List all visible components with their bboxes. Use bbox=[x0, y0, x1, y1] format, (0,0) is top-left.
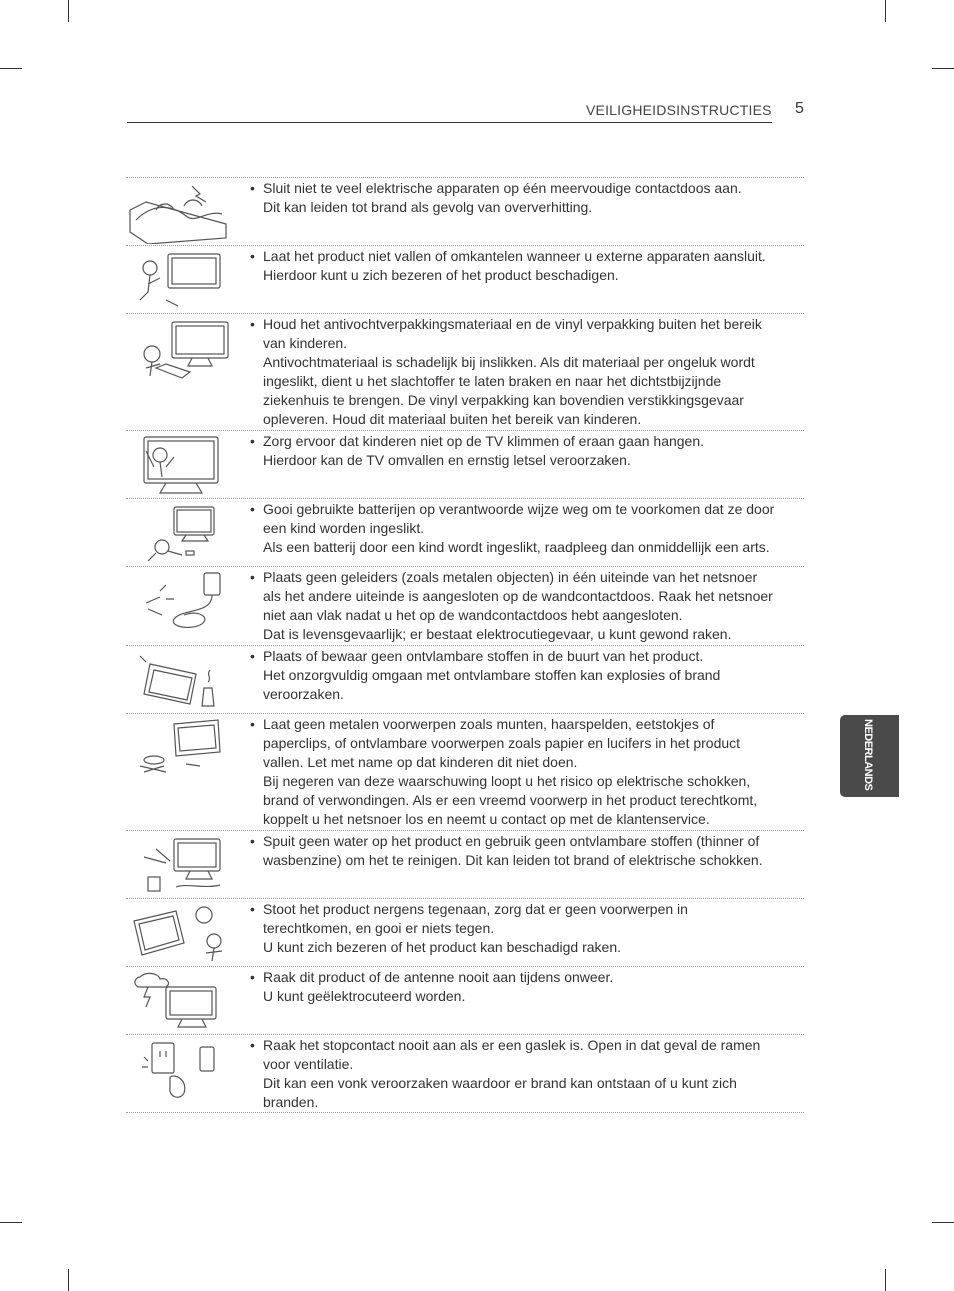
instruction-line: Hierdoor kan de TV omvallen en ernstig letsel veroorzaken. bbox=[263, 452, 631, 468]
instruction-line: voor ventilatie. bbox=[263, 1056, 354, 1072]
overloaded-outlet-icon bbox=[126, 180, 238, 244]
instruction-row bbox=[126, 566, 804, 645]
page-number: 5 bbox=[795, 100, 804, 117]
bullet: • bbox=[250, 901, 255, 917]
instruction-row bbox=[126, 430, 804, 498]
crop-mark bbox=[0, 68, 22, 69]
instruction-line: brand of verwondingen. Als er een vreemd voorwerp in het product terechtkomt, bbox=[263, 792, 758, 808]
instruction-line: Het onzorgvuldig omgaan met ontvlambare stoffen kan explosies of brand bbox=[263, 667, 721, 683]
instruction-line: Sluit niet te veel elektrische apparaten op één meervoudige contactdoos aan. bbox=[263, 180, 742, 196]
crop-mark bbox=[932, 68, 954, 69]
instruction-line: Laat geen metalen voorwerpen zoals munten, haarspelden, eetstokjes of bbox=[263, 716, 715, 732]
instruction-text bbox=[250, 899, 804, 957]
instruction-line: Als een batterij door een kind wordt ingeslikt, raadpleeg dan onmiddellijk een arts. bbox=[263, 539, 770, 555]
instruction-text bbox=[250, 646, 804, 704]
instruction-line: ziekenhuis te brengen. De vinyl verpakking kan bovendien verstikkingsgevaar bbox=[263, 392, 744, 408]
instruction-line: Dat is levensgevaarlijk; er bestaat elektrocutiegevaar, u kunt gewond raken. bbox=[263, 626, 732, 642]
instruction-line: koppelt u het netsnoer los en neemt u contact op met de klantenservice. bbox=[263, 811, 710, 827]
instruction-row bbox=[126, 713, 804, 830]
instruction-text bbox=[250, 314, 804, 429]
instruction-line: Stoot het product nergens tegenaan, zorg dat er geen voorwerpen in bbox=[263, 901, 688, 917]
instruction-text bbox=[250, 499, 804, 557]
instruction-line: Antivochtmateriaal is schadelijk bij inslikken. Als dit materiaal per ongeluk wordt bbox=[263, 354, 755, 370]
bullet: • bbox=[250, 833, 255, 849]
instruction-row bbox=[126, 245, 804, 313]
bullet: • bbox=[250, 316, 255, 332]
instruction-line: ingeslikt, dient u het slachtoffer te laten braken en naar het dichtstbijzijnde bbox=[263, 373, 722, 389]
crop-mark bbox=[885, 1269, 886, 1291]
battery-swallow-icon bbox=[126, 501, 238, 565]
instruction-row bbox=[126, 313, 804, 430]
instruction-line: terechtkomen, en gooi er niets tegen. bbox=[263, 920, 495, 936]
instruction-line: Dit kan leiden tot brand als gevolg van oververhitting. bbox=[263, 199, 593, 215]
instruction-line: als het andere uiteinde is aangesloten op de wandcontactdoos. Raak het netsnoer bbox=[263, 588, 773, 604]
instruction-line: Gooi gebruikte batterijen op verantwoorde wijze weg om te voorkomen dat ze door bbox=[263, 501, 775, 517]
bullet: • bbox=[250, 433, 255, 449]
instruction-line: Laat het product niet vallen of omkantelen wanneer u externe apparaten aansluit. bbox=[263, 248, 766, 264]
instruction-row bbox=[126, 645, 804, 713]
instruction-line: Plaats of bewaar geen ontvlambare stoffen in de buurt van het product. bbox=[263, 648, 704, 664]
instruction-line: wasbenzine) om het te reinigen. Dit kan leiden tot brand of elektrische schokken. bbox=[263, 852, 763, 868]
instruction-line: Hierdoor kunt u zich bezeren of het product beschadigen. bbox=[263, 267, 619, 283]
child-packaging-icon bbox=[126, 316, 238, 380]
instruction-line: Spuit geen water op het product en gebruik geen ontvlambare stoffen (thinner of bbox=[263, 833, 760, 849]
instruction-text bbox=[250, 831, 804, 870]
instruction-text bbox=[250, 246, 804, 285]
power-cord-icon bbox=[126, 569, 238, 633]
instruction-row bbox=[126, 1034, 804, 1113]
crop-mark bbox=[932, 1222, 954, 1223]
instruction-text bbox=[250, 567, 804, 644]
instruction-line: Houd het antivochtverpakkingsmateriaal en de vinyl verpakking buiten het bereik bbox=[263, 316, 762, 332]
instruction-line: branden. bbox=[263, 1094, 319, 1110]
instruction-line: Plaats geen geleiders (zoals metalen objecten) in één uiteinde van het netsnoer bbox=[263, 569, 758, 585]
instruction-line: paperclips, of ontvlambare voorwerpen zoals papier en lucifers in het product bbox=[263, 735, 741, 751]
instruction-line: Dit kan een vonk veroorzaken waardoor er brand kan ontstaan of u kunt zich bbox=[263, 1075, 737, 1091]
language-tab-label: NEDERLANDS bbox=[862, 719, 874, 791]
instruction-line: Raak het stopcontact nooit aan als er een gaslek is. Open in dat geval de ramen bbox=[263, 1037, 761, 1053]
instruction-text bbox=[250, 178, 804, 217]
instruction-line: vallen. Let met name op dat kinderen dit niet doen. bbox=[263, 754, 578, 770]
lightning-antenna-icon bbox=[126, 969, 238, 1033]
flammable-substances-icon bbox=[126, 648, 238, 712]
crop-mark bbox=[0, 1222, 22, 1223]
bullet: • bbox=[250, 1037, 255, 1053]
bullet: • bbox=[250, 248, 255, 264]
metal-objects-icon bbox=[126, 716, 238, 780]
instruction-line: U kunt geëlektrocuteerd worden. bbox=[263, 988, 466, 1004]
instruction-line: U kunt zich bezeren of het product kan beschadigd raken. bbox=[263, 939, 621, 955]
crop-mark bbox=[885, 0, 886, 22]
bullet: • bbox=[250, 180, 255, 196]
instruction-text bbox=[250, 967, 804, 1006]
instruction-row bbox=[126, 898, 804, 966]
bullet: • bbox=[250, 969, 255, 985]
bullet: • bbox=[250, 648, 255, 664]
bullet: • bbox=[250, 569, 255, 585]
instruction-text bbox=[250, 714, 804, 829]
instruction-line: Raak dit product of de antenne nooit aan tijdens onweer. bbox=[263, 969, 614, 985]
instruction-text bbox=[250, 431, 804, 470]
instruction-row bbox=[126, 830, 804, 898]
spray-water-icon bbox=[126, 833, 238, 897]
tv-falling-icon bbox=[126, 248, 238, 312]
instruction-line: Zorg ervoor dat kinderen niet op de TV klimmen of eraan gaan hangen. bbox=[263, 433, 705, 449]
language-tab bbox=[840, 715, 899, 797]
instruction-line: opleveren. Houd dit materiaal buiten het bereik van kinderen. bbox=[263, 411, 642, 427]
child-climbing-tv-icon bbox=[126, 433, 238, 497]
header-rule bbox=[127, 122, 772, 123]
instruction-text bbox=[250, 1035, 804, 1112]
instruction-row bbox=[126, 177, 804, 245]
bullet: • bbox=[250, 501, 255, 517]
ball-impact-icon bbox=[126, 901, 238, 965]
crop-mark bbox=[68, 0, 69, 22]
instruction-line: niet aan vlak nadat u het op de wandcontactdoos hebt aangesloten. bbox=[263, 607, 683, 623]
instruction-line: een kind worden ingeslikt. bbox=[263, 520, 425, 536]
instruction-line: van kinderen. bbox=[263, 335, 348, 351]
crop-mark bbox=[68, 1269, 69, 1291]
section-title: VEILIGHEIDSINSTRUCTIES bbox=[586, 102, 772, 118]
gas-leak-outlet-icon bbox=[126, 1037, 238, 1101]
safety-instruction-list bbox=[126, 177, 804, 1113]
instruction-line: veroorzaken. bbox=[263, 686, 344, 702]
instruction-row bbox=[126, 498, 804, 566]
instruction-line: Bij negeren van deze waarschuwing loopt u het risico op elektrische schokken, bbox=[263, 773, 751, 789]
bullet: • bbox=[250, 716, 255, 732]
instruction-row bbox=[126, 966, 804, 1034]
